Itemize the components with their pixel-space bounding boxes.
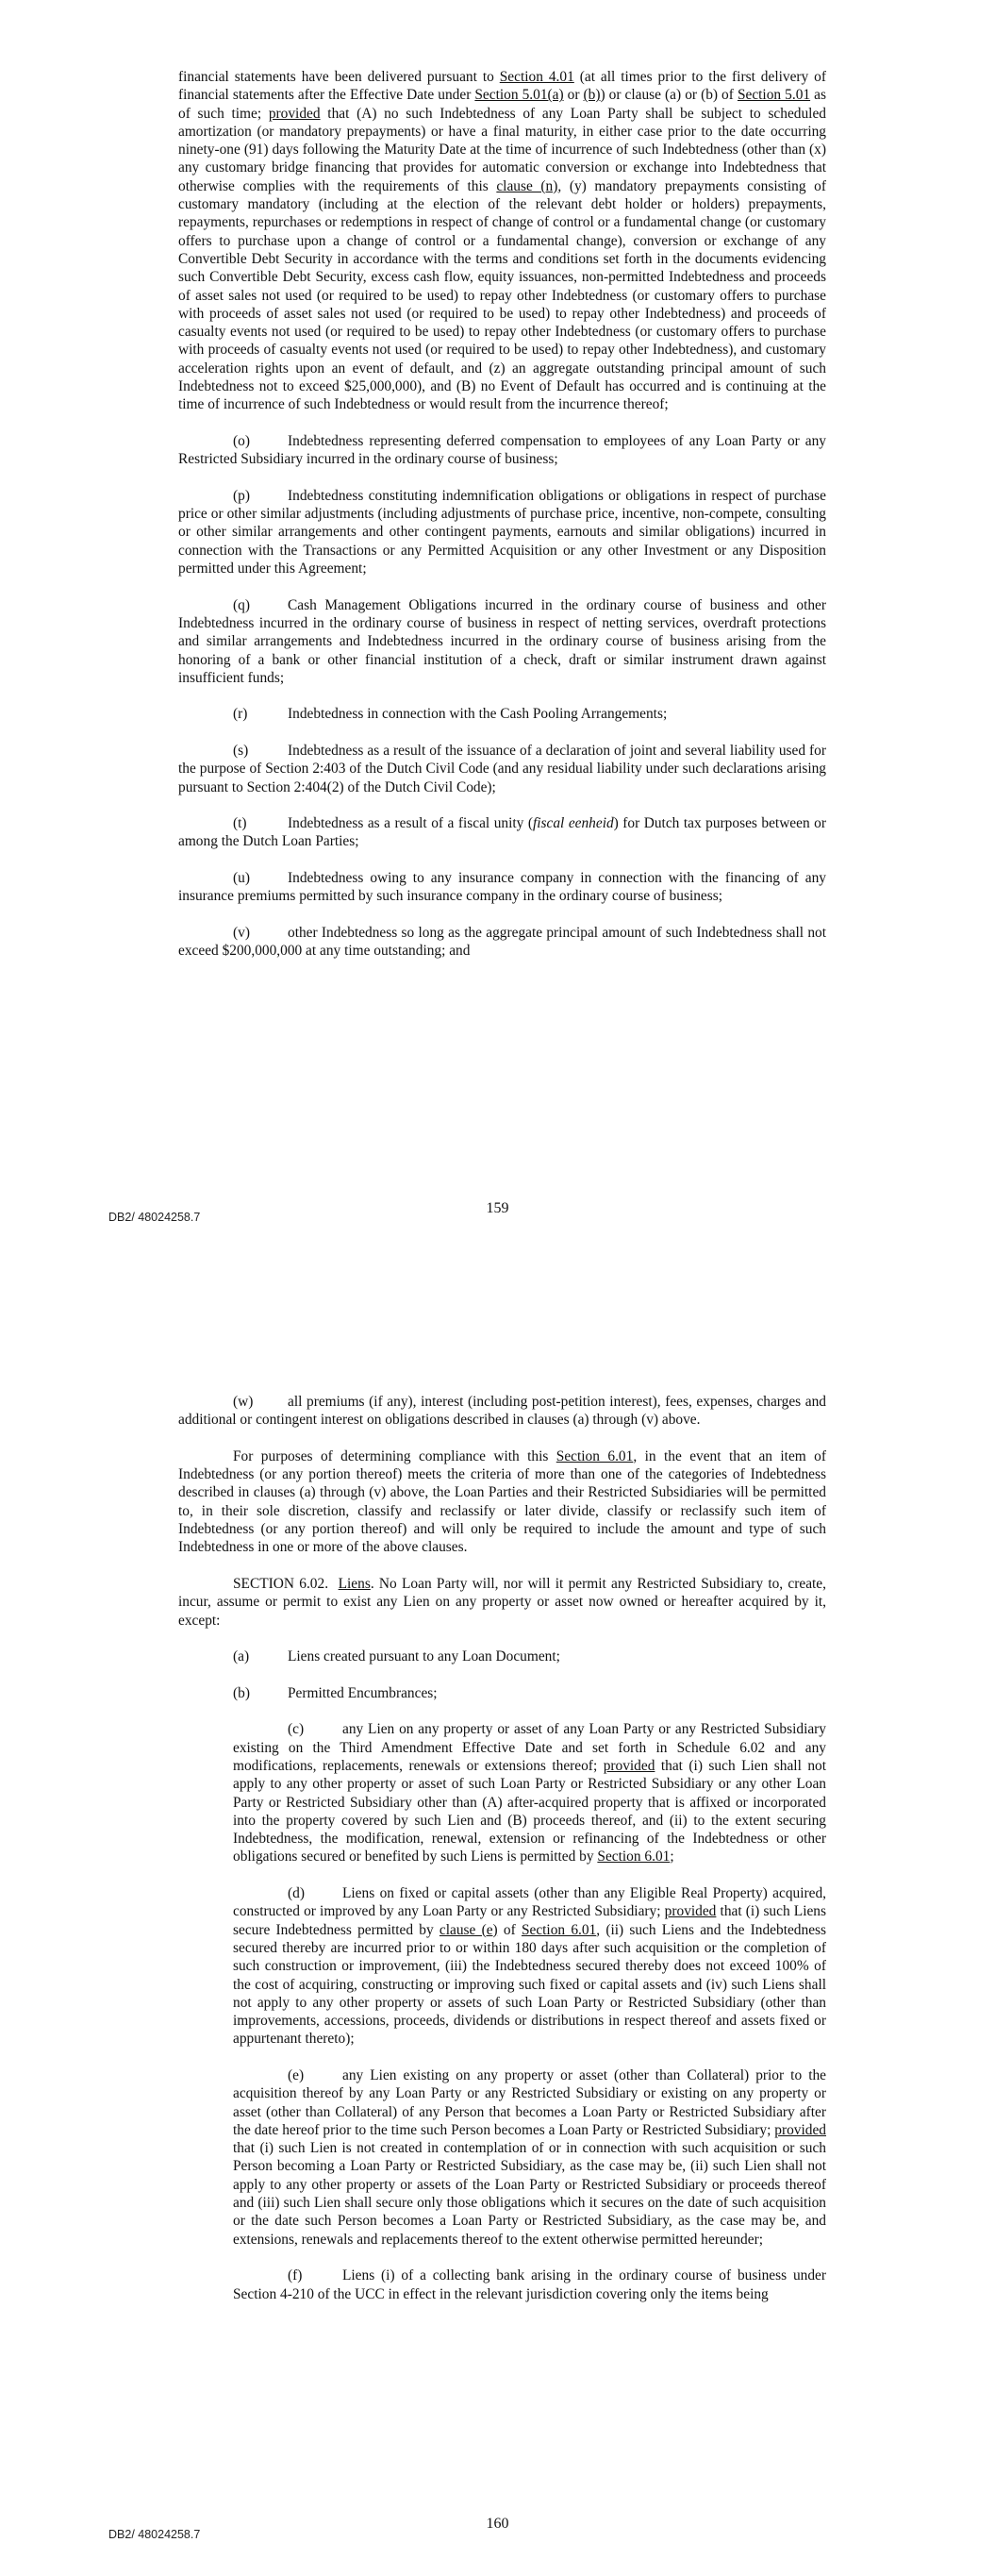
clause-label: (q) [233, 596, 250, 613]
clause-u: (u) Indebtedness owing to any insurance company in connection with the financing of any insurance premiums permitted by such insurance company in the ordinary course of business; [178, 870, 826, 905]
clause-label: (v) [233, 924, 250, 941]
provided-term: provided [268, 105, 321, 122]
clause-q: (q) Cash Management Obligations incurred in the ordinary course of business and other Indebtedness incurred in the ordinary course of business in respect of netting services, overdraft protections and similar arrangements and Indebtedness incurred in the ordinary course of business arising from the honoring of a bank or other financial institution of a check, draft or similar instrument drawn against insufficient funds; [178, 596, 826, 686]
lien-clause-b: (b) Permitted Encumbrances; [233, 1684, 438, 1701]
clause-r: (r) Indebtedness in connection with the Cash Pooling Arrangements; [233, 706, 668, 723]
paragraph-continuation: financial statements have been delivered pursuant to Section 4.01 (at all times prior to the first delivery of financial statements after the Effective Date under Section 5.01(a) or (b)) or clause (a) or (b) of Section 5.01 as of such time; provided that (A) no such Indebtedness of any Loan Party shall be subject to scheduled amortization (or mandatory prepayments) or have a final maturity, in either case prior to the date occurring ninety-one (91) days following the Maturity Date at the time of incurrence of such Indebtedness (other than (x) any customary bridge financing that provides for automatic conversion or exchange into Indebtedness that otherwise complies with the requirements of this clause (n), (y) mandatory prepayments consisting of customary mandatory (including at the election of the relevant debt holder or holders) prepayments, repayments, repurchases or redemptions in respect of change of control or a fundamental change (or customary offers to purchase upon a change of control or a fundamental change), conversion or exchange of any Convertible Debt Security in accordance with the terms and conditions set forth in the documents evidencing such Convertible Debt Security, excess cash flow, equity issuances, non-permitted Indebtedness and proceeds of asset sales not used (or required to be used) to repay other Indebtedness (or customary offers to purchase with proceeds of asset sales not used (or required to be used) to repay other Indebtedness) and proceeds of casualty events not used (or required to be used) to repay other Indebtedness (or customary offers to purchase with proceeds of casualty events not used (or required to be used) to repay other Indebtedness), and customary acceleration rights upon an event of default, and (z) an aggregate outstanding principal amount of such Indebtedness not to exceed $25,000,000), and (B) no Event of Default has occurred and is continuing at the time of incurrence of such Indebtedness or would result from the incurrence thereof; [178, 69, 826, 413]
clause-label: (f) [288, 2267, 303, 2284]
lien-clause-c: (c) any Lien on any property or asset of any Loan Party or any Restricted Subsidiary existing on the Third Amendment Effective Date and set forth in Schedule 6.02 and any modifications, replacements, renewals or extensions thereof; provided that (i) such Lien shall not apply to any other property or asset of such Loan Party or Restricted Subsidiary or any other Loan Party or Restricted Subsidiary other than (A) after-acquired property that is affixed or incorporated into the property covered by such Lien and (B) proceeds thereof, and (ii) to the extent securing Indebtedness, the modification, renewal, extension or refinancing of the Indebtedness or other obligations secured or benefited by such Liens is permitted by Section 6.01; [233, 1721, 826, 1865]
provided-term: provided [774, 2121, 826, 2138]
lien-clause-d: (d) Liens on fixed or capital assets (other than any Eligible Real Property) acquired, constructed or improved by any Loan Party or any Restricted Subsidiary; provided that (i) such Liens secure Indebtedness permitted by clause (e) of Section 6.01, (ii) such Liens and the Indebtedness secured thereby are incurred prior to or within 180 days after such acquisition or the completion of such construction or improvement, (iii) the Indebtedness secured thereby does not exceed 100% of the cost of acquiring, constructing or improving such fixed or capital assets and (iv) such Liens shall not apply to any other property or assets of such Loan Party or Restricted Subsidiary (other than improvements, accessions, proceeds, dividends or distributions in respect thereof and assets fixed or appurtenant thereto); [233, 1885, 827, 2048]
section-reference: Section 5.01 [737, 87, 811, 104]
lien-clause-e: (e) any Lien existing on any property or asset (other than Collateral) prior to the acquisition thereof by any Loan Party or any Restricted Subsidiary or existing on any property or asset (other than Collateral) of any Person that becomes a Loan Party or Restricted Subsidiary after the date hereof prior to the time such Person becomes a Loan Party or Restricted Subsidiary; provided that (i) such Lien is not created in contemplation of or in connection with such acquisition or such Person becoming a Loan Party or Restricted Subsidiary, as the case may be, (ii) such Lien shall not apply to any other property or assets of the Loan Party or Restricted Subsidiary or proceeds thereof and (iii) such Lien shall secure only those obligations which it secures on the date of such acquisition or the date such Person becomes a Loan Party or Restricted Subsidiary, as the case may be, and extensions, renewals and replacements thereof to the extent otherwise permitted hereunder; [233, 2066, 826, 2248]
section-reference: Section 5.01(a) [474, 87, 564, 104]
clause-label: (t) [233, 815, 247, 832]
clause-p: (p) Indebtedness constituting indemnification obligations or obligations in respect of purchase price or other similar adjustments (including adjustments of purchase price, incentive, non-compete, consulting or other similar arrangements and other contingent payments, earnouts and similar obligations) incurred in connection with the Transactions or any Permitted Acquisition or any other Investment or any Disposition permitted under this Agreement; [178, 487, 826, 577]
page-number: 160 [486, 2516, 509, 2532]
section-reference: Section 6.01 [521, 1921, 597, 1938]
clause-label: (b) [233, 1684, 250, 1701]
document-id: DB2/ 48024258.7 [108, 1211, 201, 1224]
section-6-02: SECTION 6.02. Liens. No Loan Party will, nor will it permit any Restricted Subsidiary to, create, incur, assume or permit to exist any Lien on any property or asset now owned or hereafter acquired by it, except: [178, 1575, 826, 1629]
clause-label: (w) [233, 1394, 254, 1410]
italic-term: fiscal eenheid [532, 815, 614, 832]
clause-label: (c) [288, 1721, 305, 1738]
clause-label: (p) [233, 487, 250, 504]
document-id: DB2/ 48024258.7 [108, 2528, 201, 2541]
page-number: 159 [486, 1200, 509, 1216]
clause-s: (s) Indebtedness as a result of the issuance of a declaration of joint and several liability used for the purpose of Section 2:403 of the Dutch Civil Code (and any residual liability under such declarations arising pursuant to Section 2:404(2) of the Dutch Civil Code); [178, 742, 826, 795]
section-reference: Section 6.01 [556, 1447, 634, 1464]
paragraph-purposes: For purposes of determining compliance with this Section 6.01, in the event that an item of Indebtedness (or any portion thereof) meets the criteria of more than one of the categories of Indebtedness described in clauses (a) through (v) above, the Loan Parties and their Restricted Subsidiaries will be permitted to, in their sole discretion, classify and reclassify or later divide, classify or reclassify such item of Indebtedness (or any portion thereof) and will only be required to include the amount and type of such Indebtedness in one or more of the above clauses. [178, 1447, 826, 1556]
page-159 [0, 0, 995, 1274]
provided-term: provided [603, 1757, 655, 1774]
page-body [178, 1393, 826, 2321]
clause-label: (e) [288, 2066, 305, 2083]
clause-label: (u) [233, 870, 250, 887]
clause-label: (r) [233, 706, 248, 723]
clause-reference: clause (n) [496, 177, 558, 194]
lien-clause-a: (a) Liens created pursuant to any Loan Document; [233, 1648, 560, 1665]
page-160 [0, 1302, 995, 2576]
section-reference: Section 6.01 [597, 1848, 671, 1865]
section-title: Liens [338, 1575, 371, 1592]
clause-label: (d) [288, 1885, 305, 1902]
clause-t: (t) Indebtedness as a result of a fiscal unity (fiscal eenheid) for Dutch tax purposes between or among the Dutch Loan Parties; [178, 815, 826, 850]
lien-clause-f: (f) Liens (i) of a collecting bank arising in the ordinary course of business under Section 4-210 of the UCC in effect in the relevant jurisdiction covering only the items being [233, 2267, 826, 2302]
clause-reference: clause (e) [439, 1921, 498, 1938]
clause-label: (s) [233, 742, 249, 759]
provided-term: provided [664, 1903, 717, 1920]
section-heading: SECTION 6.02. [233, 1575, 329, 1592]
section-reference: (b) [583, 87, 601, 104]
clause-v: (v) other Indebtedness so long as the aggregate principal amount of such Indebtedness shall not exceed $200,000,000 at any time outstanding; and [178, 924, 826, 960]
clause-o: (o) Indebtedness representing deferred compensation to employees of any Loan Party or any Restricted Subsidiary incurred in the ordinary course of business; [178, 432, 826, 468]
clause-w: (w) all premiums (if any), interest (including post-petition interest), fees, expenses, charges and additional or contingent interest on obligations described in clauses (a) through (v) above. [178, 1394, 826, 1429]
clause-label: (o) [233, 432, 250, 449]
page-body [178, 68, 826, 979]
section-reference: Section 4.01 [499, 69, 574, 85]
clause-label: (a) [233, 1648, 250, 1665]
